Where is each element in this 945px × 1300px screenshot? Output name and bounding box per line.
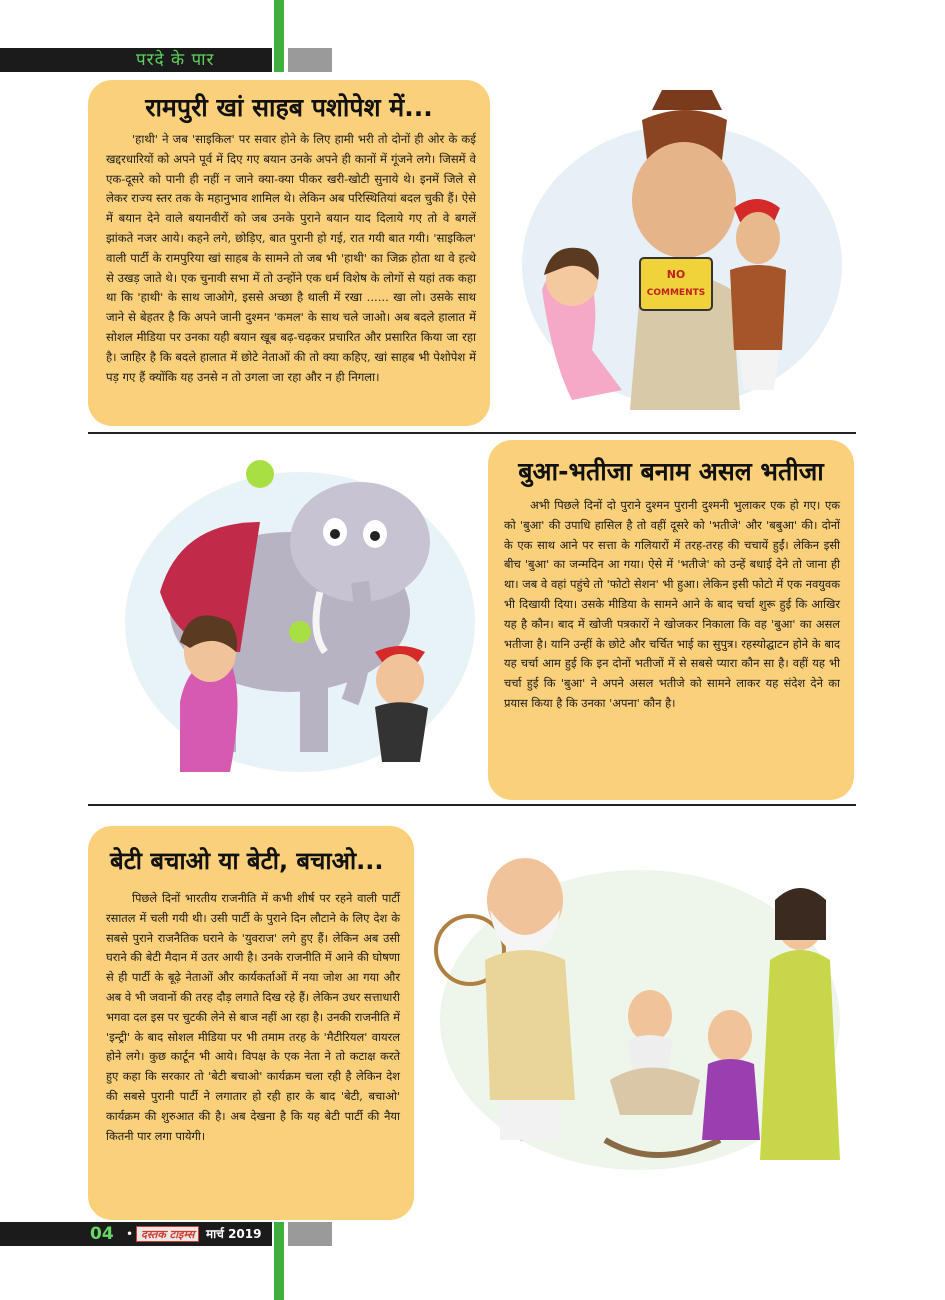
section-divider xyxy=(88,432,856,434)
article-bua-bhatija-box xyxy=(488,440,854,800)
article-beti-bachao-body: पिछले दिनों भारतीय राजनीति में कभी शीर्ष पर रहने वाली पार्टी रसातल में चली गयी थी। उसी पार्टी के पुराने दिन लौटाने के लिए देश के सबसे पुराने राजनैतिक घराने के 'युवराज' लगे हुए हैं। लेकिन अब उसी घराने की बेटी मैदान में उतर आयी है। उनके राजनीति में आने की घोषणा से ही पार्टी के बूढ़े नेताओं और कार्यकर्ताओं में नया जोश आ गया और अब वे भी जवानों की तरह दौड़ लगाते दिख रहे हैं। लेकिन उधर सत्ताधारी भगवा दल इस पर चुटकी लेने से बाज नहीं आ रहा है। उनकी राजनीति में 'इन्ट्री' के बाद सोशल मीडिया पर भी तमाम तरह के 'मैटीरियल' वायरल होने लगे। कुछ कार्टून भी आये। विपक्ष के एक नेता ने तो कटाक्ष करते हुए कहा कि सरकार तो 'बेटी बचाओ' कार्यक्रम चला रही है लेकिन देश की सबसे पुरानी पार्टी ने लगातार हो रही हार के बाद 'बेटी, बचाओ' कार्यक्रम की शुरुआत की है। अब देखना है कि यह बेटी पार्टी की नैया कितनी पार लगा पायेगी। xyxy=(106,891,400,1143)
page-number: 04 xyxy=(90,1224,114,1244)
magazine-logo: दस्तक टाइम्स xyxy=(136,1226,199,1242)
article-rampuri-body: 'हाथी' ने जब 'साइकिल' पर सवार होने के लिए हामी भरी तो दोनों ही ओर के कई खद्दरधारियों को अपने पूर्व में दिए गए बयान उनके अपने ही कानों में गूंजने लगे। जिसमें वे एक-दूसरे को पानी ही नहीं न जाने क्या-क्या पीकर खरी-खोटी सुनाये थे। इनमें जिले से लेकर राज्य स्तर तक के महानुभाव शामिल थे। लेकिन अब परिस्थितियां बदल चुकी हैं। ऐसे में बयान देने वाले बयानवीरों को जब उनके पुराने बयान याद दिलाये गए तो वे बगलें झांकते नजर आये। कहने लगे, छोड़िए, बात पुरानी हो गई, रात गयी बात गयी। 'साइकिल' वाली पार्टी के रामपुरिया खां साहब के सामने तो जब भी 'हाथी' का जिक्र होता था वे हत्थे से उखड़ जाते थे। एक चुनावी सभा में तो उन्होंने एक धर्म विशेष के लोगों से यहां तक कहा था कि 'हाथी' के साथ जाओगे, इससे अच्छा है थाली में रखा ...... खा लो। उसके साथ जाने से बेहतर है कि अपने जानी दुश्मन 'कमल' के साथ चले जाओ। अब बदले हालात में सोशल मीडिया पर उनका यही बयान खूब बढ़-चढ़कर प्रचारित और प्रसारित किया जा रहा है। जाहिर है कि बदले हालात में छोटे नेताओं की तो क्या कहिए, खां साहब भी पेशोपेश में पड़ गए हैं क्योंकि यह उनसे न तो उगला जा रहा और न ही निगला। xyxy=(106,132,476,384)
section-divider xyxy=(88,804,856,806)
article-beti-bachao-box xyxy=(88,826,414,1220)
header-green-accent xyxy=(274,0,284,72)
footer-green-accent xyxy=(274,1222,284,1300)
cartoon-elephant xyxy=(120,452,480,782)
header-grey-block xyxy=(288,48,332,72)
svg-text:COMMENTS: COMMENTS xyxy=(646,288,706,298)
svg-text:NO: NO xyxy=(666,268,686,281)
footer-bullet: • xyxy=(126,1227,134,1241)
cartoon-no-comments xyxy=(512,90,842,426)
article-rampuri-title: रामपुरी खां साहब पशोपेश में... xyxy=(145,93,433,122)
cartoon-rocking-horse xyxy=(430,840,850,1180)
article-rampuri-box xyxy=(88,80,490,426)
article-beti-bachao-title: बेटी बचाओ या बेटी, बचाओ... xyxy=(110,847,384,875)
article-bua-bhatija-title: बुआ-भतीजा बनाम असल भतीजा xyxy=(518,457,824,486)
issue-date: मार्च 2019 xyxy=(206,1227,262,1241)
section-label: परदे के पार xyxy=(136,50,215,70)
footer-grey-block xyxy=(288,1222,332,1246)
article-bua-bhatija-body: अभी पिछले दिनों दो पुराने दुश्मन पुरानी दुश्मनी भुलाकर एक हो गए। एक को 'बुआ' की उपाधि हासिल है तो वहीं दूसरे को 'भतीजे' और 'बबुआ' की। दोनों के एक साथ आने पर सत्ता के गलियारों में तरह-तरह की चचायें हुईं। लेकिन इसी बीच 'बुआ' का जन्मदिन आ गया। ऐसे में 'भतीजे' को उन्हें बधाई देने तो जाना ही था। जब वे वहां पहुंचे तो 'फोटो सेशन' भी हुआ। लेकिन इसी फोटो में एक नवयुवक भी दिखायी दिया। उसके मीडिया के सामने आने के बाद चर्चा शुरू हुई कि आखिर यह है कौन। बाद में खोजी पत्रकारों ने खोजकर निकाला कि वह 'बुआ' का असल भतीजा है। यानि उन्हीं के छोटे और चर्चित भाई का सुपुत्र। रहस्योद्घाटन होने के बाद यह चर्चा आम हुई कि इन दोनों भतीजों में से सबसे प्यारा कौन सा है। वहीं यह भी चर्चा हुई कि 'बुआ' ने अपने असल भतीजे को सामने लाकर यह संदेश देने का प्रयास किया है कि उनका 'अपना' कौन है। xyxy=(504,498,840,710)
